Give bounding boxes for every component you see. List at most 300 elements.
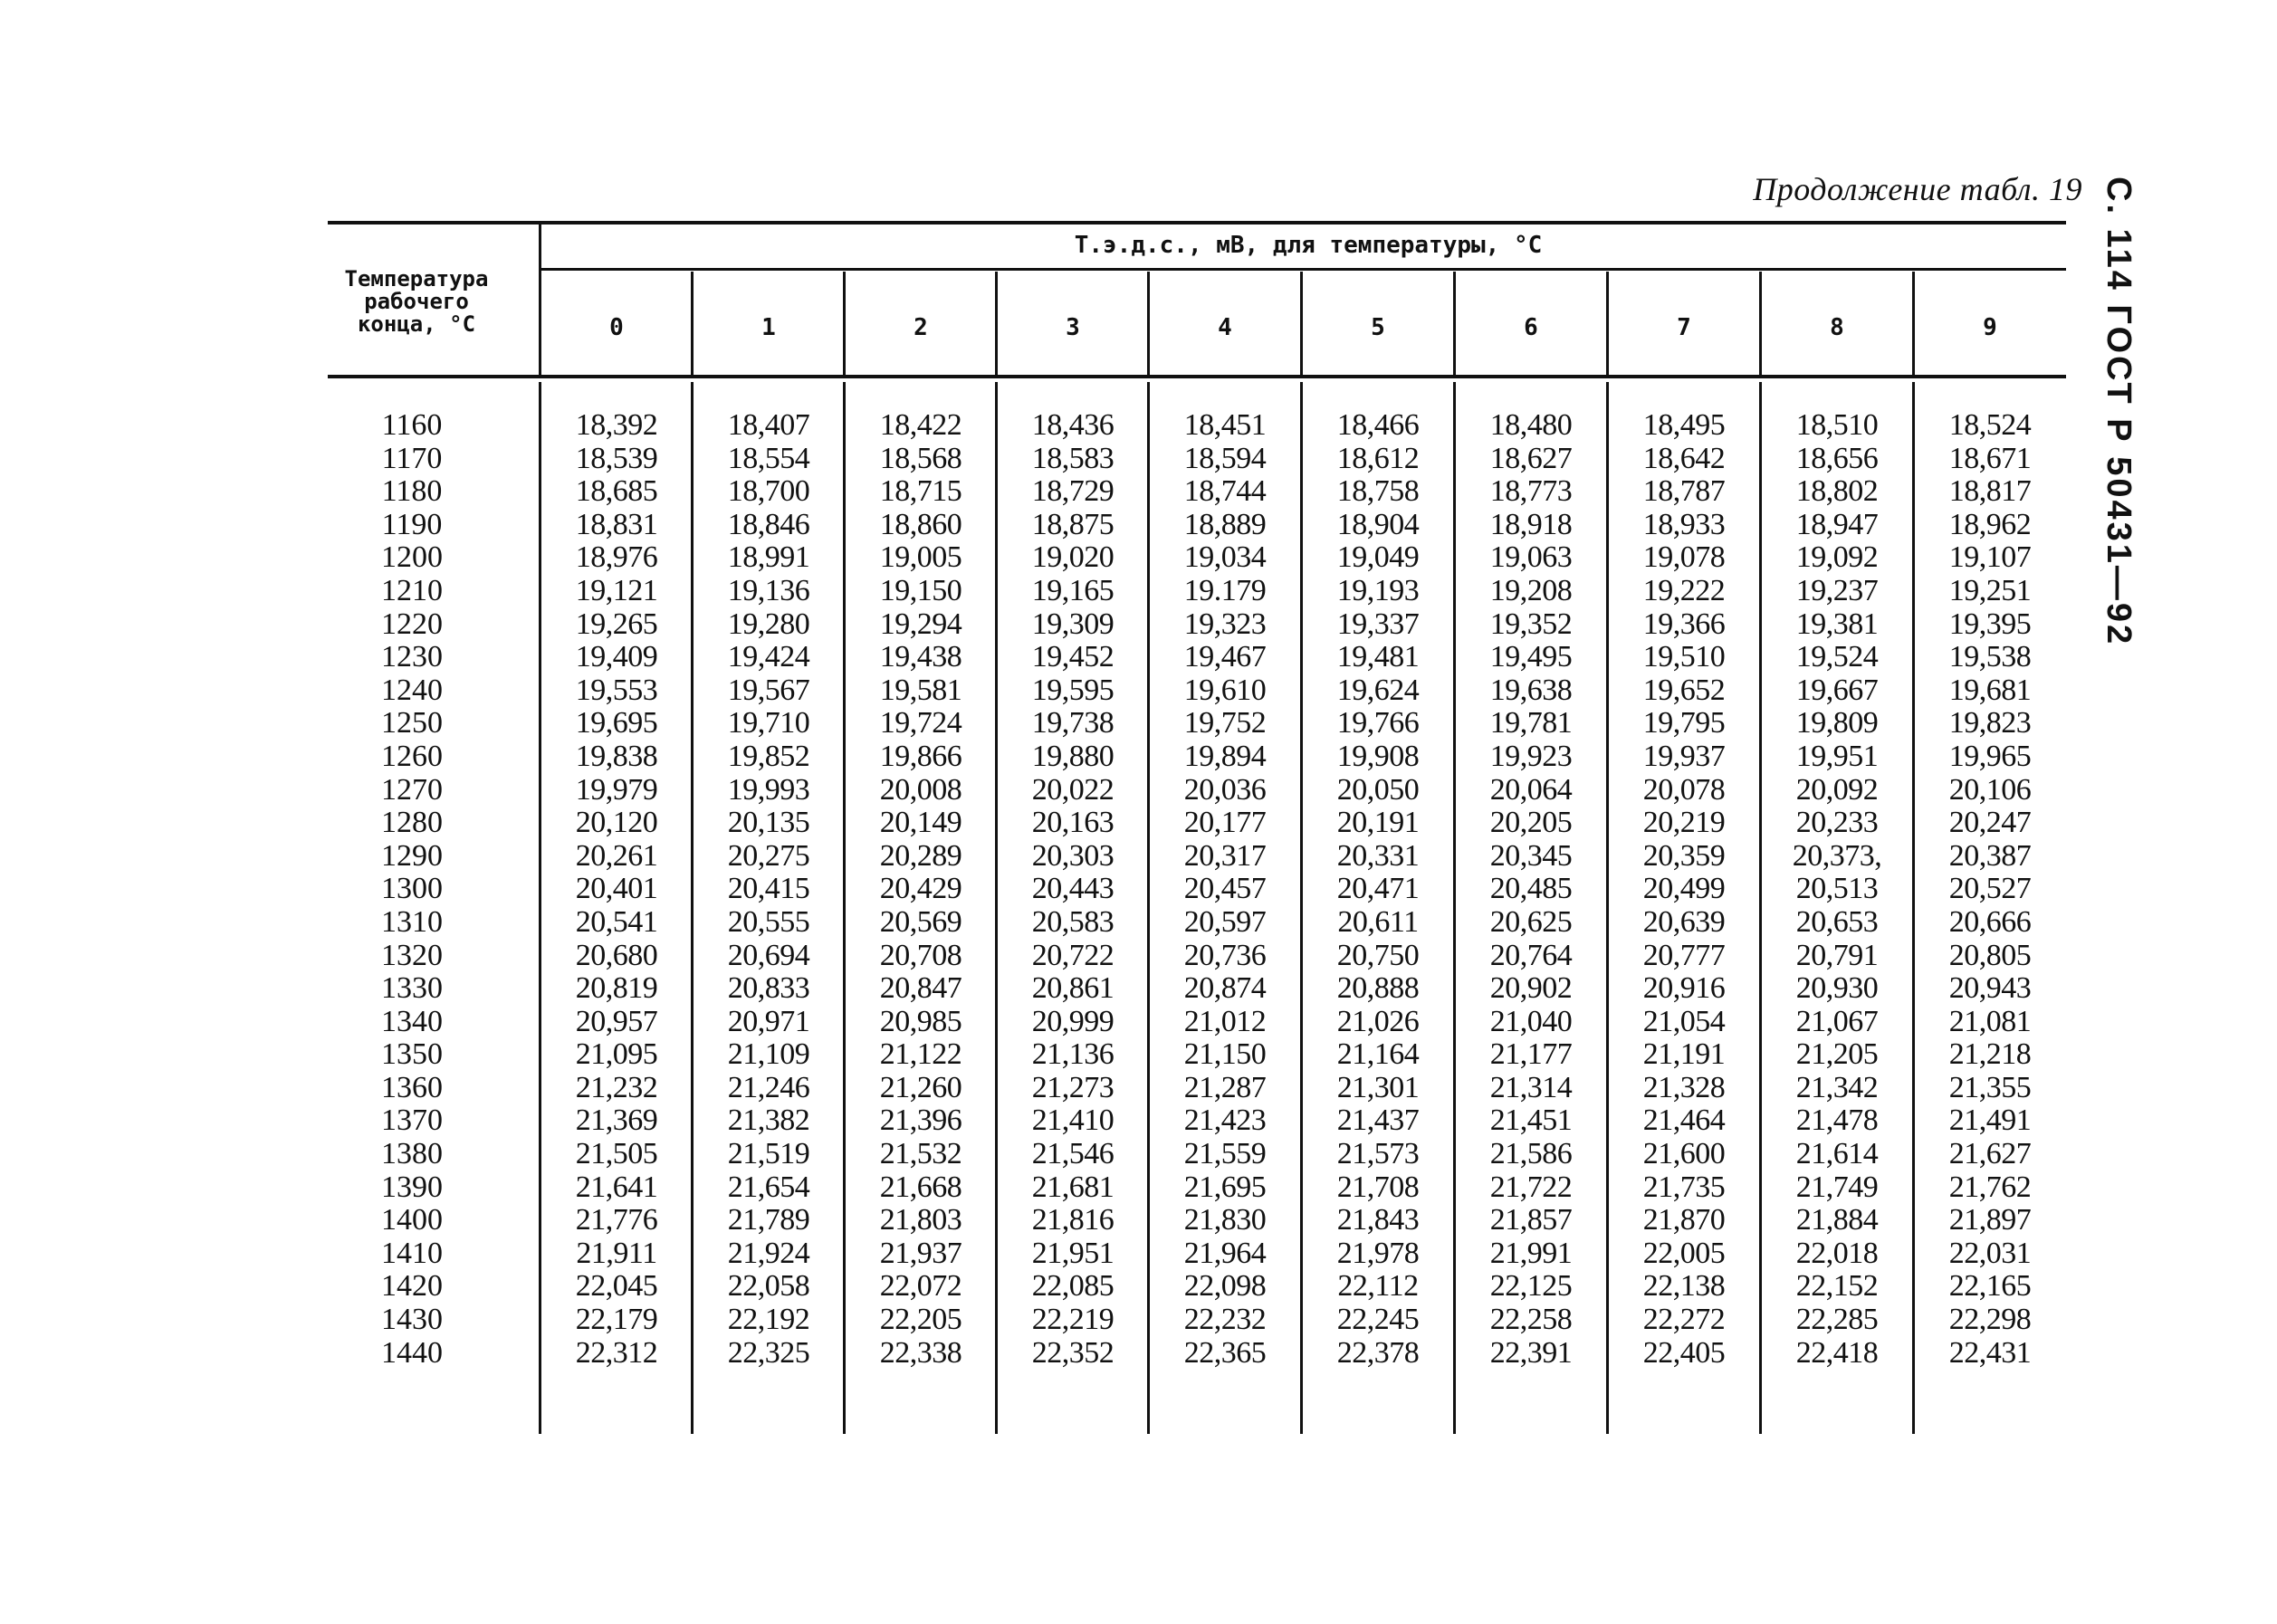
emf-cell: 21,177 (1489, 1037, 1573, 1072)
temperature-cell: 1360 (381, 1070, 443, 1104)
emf-cell: 20,387 (1948, 838, 2032, 873)
emf-cell: 20,943 (1948, 971, 2032, 1006)
emf-cell: 19,624 (1336, 673, 1420, 707)
emf-column-8 (1761, 409, 1913, 1370)
emf-cell: 18,729 (1031, 474, 1115, 509)
emf-cell: 18,744 (1183, 474, 1267, 509)
emf-cell: 19,063 (1489, 540, 1573, 575)
emf-cell: 20,092 (1795, 772, 1879, 807)
emf-cell: 19,979 (575, 772, 658, 807)
emf-cell: 21,951 (1031, 1236, 1115, 1270)
emf-cell: 21,911 (576, 1236, 657, 1270)
emf-cell: 20,078 (1642, 772, 1726, 807)
emf-cell: 22,298 (1948, 1303, 2032, 1337)
emf-cell: 21,478 (1795, 1103, 1879, 1138)
emf-cell: 21,884 (1795, 1203, 1879, 1237)
emf-cell: 18,947 (1795, 507, 1879, 541)
emf-cell: 21,559 (1183, 1137, 1267, 1171)
emf-cell: 20,247 (1948, 806, 2032, 840)
emf-cell: 19,766 (1336, 706, 1420, 740)
emf-cell: 19,424 (727, 640, 810, 674)
emf-cell: 20,163 (1031, 806, 1115, 840)
emf-cell: 18,715 (879, 474, 962, 509)
emf-cell: 19,438 (879, 640, 962, 674)
emf-cell: 21,464 (1642, 1103, 1726, 1138)
emf-cell: 19,381 (1795, 607, 1879, 641)
emf-cell: 21,600 (1642, 1137, 1726, 1171)
emf-cell: 20,861 (1031, 971, 1115, 1006)
emf-cell: 21,382 (727, 1103, 810, 1138)
emf-cell: 19,710 (727, 706, 810, 740)
emf-cell: 19,280 (727, 607, 810, 641)
column-header: 2 (914, 314, 928, 341)
emf-cell: 22,272 (1642, 1303, 1726, 1337)
emf-cell: 18,510 (1795, 408, 1879, 442)
emf-cell: 19,809 (1795, 706, 1879, 740)
emf-cell: 20,708 (879, 938, 962, 972)
emf-cell: 22,152 (1795, 1269, 1879, 1304)
emf-cell: 20,106 (1948, 772, 2032, 807)
emf-cell: 22,219 (1031, 1303, 1115, 1337)
emf-cell: 21,964 (1183, 1236, 1267, 1270)
emf-cell: 20,625 (1489, 904, 1573, 939)
emf-cell: 20,177 (1183, 806, 1267, 840)
row-header-label (321, 268, 512, 336)
emf-cell: 21,641 (575, 1170, 658, 1204)
temperature-cell: 1330 (381, 971, 443, 1006)
temperature-cell: 1350 (381, 1037, 443, 1072)
emf-cell: 18,860 (879, 507, 962, 541)
emf-cell: 18,831 (575, 507, 658, 541)
emf-cell: 19,078 (1642, 540, 1726, 575)
emf-cell: 19,965 (1948, 739, 2032, 773)
emf-cell: 22,418 (1795, 1335, 1879, 1370)
emf-cell: 21,803 (879, 1203, 962, 1237)
emf-cell: 19,795 (1642, 706, 1726, 740)
emf-cell: 20,750 (1336, 938, 1420, 972)
temperature-cell: 1250 (381, 706, 443, 740)
emf-cell: 18,787 (1642, 474, 1726, 509)
emf-cell: 18,466 (1336, 408, 1420, 442)
emf-cell: 20,331 (1336, 838, 1420, 873)
emf-column-3 (997, 409, 1149, 1370)
emf-cell: 19,208 (1489, 573, 1573, 607)
emf-cell: 19,510 (1642, 640, 1726, 674)
emf-cell: 19,409 (575, 640, 658, 674)
emf-cell: 19,866 (879, 739, 962, 773)
header-bottom-rule (328, 375, 2066, 378)
emf-cell: 21,627 (1948, 1137, 2032, 1171)
page-side-header: С. 114 ГОСТ Р 50431—92 (2100, 177, 2138, 647)
emf-cell: 21,532 (879, 1137, 962, 1171)
emf-cell: 20,401 (575, 872, 658, 906)
emf-cell: 21,749 (1795, 1170, 1879, 1204)
emf-cell: 19,894 (1183, 739, 1267, 773)
group-header: Т.э.д.с., мВ, для температуры, °С (1074, 232, 1543, 259)
emf-cell: 21,314 (1489, 1070, 1573, 1104)
emf-cell: 19,481 (1336, 640, 1420, 674)
emf-cell: 20,957 (575, 1004, 658, 1038)
emf-cell: 18,933 (1642, 507, 1726, 541)
emf-cell: 20,694 (727, 938, 810, 972)
emf-cell: 21,095 (575, 1037, 658, 1072)
emf-cell: 21,789 (727, 1203, 810, 1237)
emf-cell: 19,136 (727, 573, 810, 607)
emf-cell: 18,422 (879, 408, 962, 442)
emf-cell: 20,064 (1489, 772, 1573, 807)
emf-cell: 20,902 (1489, 971, 1573, 1006)
emf-cell: 20,791 (1795, 938, 1879, 972)
emf-cell: 20,777 (1642, 938, 1726, 972)
emf-cell: 21,735 (1642, 1170, 1726, 1204)
emf-cell: 19,193 (1336, 573, 1420, 607)
emf-cell: 18,889 (1183, 507, 1267, 541)
column-header: 0 (609, 314, 624, 341)
emf-cell: 18,904 (1336, 507, 1420, 541)
emf-cell: 19,724 (879, 706, 962, 740)
emf-cell: 19,309 (1031, 607, 1115, 641)
emf-cell: 19,165 (1031, 573, 1115, 607)
emf-cell: 18,407 (727, 408, 810, 442)
emf-cell: 19,107 (1948, 540, 2032, 575)
table-continuation-label: Продолжение табл. 19 (1753, 171, 2082, 207)
emf-cell: 20,261 (575, 838, 658, 873)
emf-cell: 20,135 (727, 806, 810, 840)
emf-cell: 18,451 (1183, 408, 1267, 442)
temperature-cell: 1210 (381, 573, 443, 607)
emf-cell: 22,031 (1948, 1236, 2032, 1270)
emf-cell: 22,018 (1795, 1236, 1879, 1270)
emf-cell: 21,437 (1336, 1103, 1420, 1138)
temperature-cell: 1440 (381, 1335, 443, 1370)
emf-cell: 21,614 (1795, 1137, 1879, 1171)
emf-cell: 19,265 (575, 607, 658, 641)
emf-cell: 19,121 (575, 573, 658, 607)
emf-cell: 22,085 (1031, 1269, 1115, 1304)
temperature-cell: 1320 (381, 938, 443, 972)
emf-cell: 20,583 (1031, 904, 1115, 939)
temperature-cell: 1270 (381, 772, 443, 807)
temperature-cell: 1300 (381, 872, 443, 906)
emf-cell: 22,365 (1183, 1335, 1267, 1370)
temperature-cell: 1310 (381, 904, 443, 939)
emf-cell: 21,026 (1336, 1004, 1420, 1038)
emf-cell: 21,369 (575, 1103, 658, 1138)
emf-cell: 19,908 (1336, 739, 1420, 773)
emf-cell: 22,165 (1948, 1269, 2032, 1304)
emf-cell: 19,880 (1031, 739, 1115, 773)
emf-cell: 21,067 (1795, 1004, 1879, 1038)
emf-cell: 20,233 (1795, 806, 1879, 840)
emf-cell: 18,758 (1336, 474, 1420, 509)
temperature-cell: 1160 (381, 408, 443, 442)
emf-cell: 19,951 (1795, 739, 1879, 773)
emf-cell: 22,405 (1642, 1335, 1726, 1370)
emf-column-9 (1914, 409, 2066, 1370)
emf-cell: 20,874 (1183, 971, 1267, 1006)
emf-cell: 22,112 (1337, 1269, 1419, 1304)
emf-cell: 20,471 (1336, 872, 1420, 906)
emf-cell: 20,008 (879, 772, 962, 807)
emf-cell: 21,586 (1489, 1137, 1573, 1171)
emf-column-1 (693, 409, 845, 1370)
emf-cell: 22,312 (575, 1335, 658, 1370)
emf-cell: 22,325 (727, 1335, 810, 1370)
emf-cell: 22,192 (727, 1303, 810, 1337)
temperature-cell: 1230 (381, 640, 443, 674)
emf-cell: 20,429 (879, 872, 962, 906)
emf-cell: 18,539 (575, 441, 658, 475)
temperature-cell: 1290 (381, 838, 443, 873)
emf-cell: 21,668 (879, 1170, 962, 1204)
emf-cell: 21,218 (1948, 1037, 2032, 1072)
emf-cell: 22,072 (879, 1269, 962, 1304)
emf-cell: 19,781 (1489, 706, 1573, 740)
emf-column-6 (1455, 409, 1607, 1370)
temperature-cell: 1220 (381, 607, 443, 641)
group-header-rule (541, 268, 2066, 271)
emf-cell: 22,431 (1948, 1335, 2032, 1370)
emf-cell: 20,833 (727, 971, 810, 1006)
temperature-cell: 1190 (381, 507, 443, 541)
emf-cell: 21,246 (727, 1070, 810, 1104)
emf-cell: 20,036 (1183, 772, 1267, 807)
temperature-cell: 1410 (381, 1236, 443, 1270)
emf-cell: 19,337 (1336, 607, 1420, 641)
emf-cell: 18,685 (575, 474, 658, 509)
emf-cell: 18,846 (727, 507, 810, 541)
emf-cell: 19,923 (1489, 739, 1573, 773)
emf-cell: 18,875 (1031, 507, 1115, 541)
column-header: 7 (1677, 314, 1691, 341)
emf-cell: 18,656 (1795, 441, 1879, 475)
column-header: 4 (1218, 314, 1232, 341)
emf-cell: 21,150 (1183, 1037, 1267, 1072)
emf-cell: 18,642 (1642, 441, 1726, 475)
emf-cell: 21,164 (1336, 1037, 1420, 1072)
emf-cell: 21,191 (1642, 1037, 1726, 1072)
emf-cell: 20,847 (879, 971, 962, 1006)
emf-cell: 21,843 (1336, 1203, 1420, 1237)
emf-cell: 20,541 (575, 904, 658, 939)
emf-cell: 21,273 (1031, 1070, 1115, 1104)
emf-cell: 22,125 (1489, 1269, 1573, 1304)
emf-cell: 19,294 (879, 607, 962, 641)
emf-cell: 19,738 (1031, 706, 1115, 740)
column-header: 9 (1983, 314, 1997, 341)
emf-cell: 20,345 (1489, 838, 1573, 873)
emf-cell: 22,138 (1642, 1269, 1726, 1304)
emf-cell: 19,323 (1183, 607, 1267, 641)
emf-cell: 18,918 (1489, 507, 1573, 541)
emf-cell: 22,285 (1795, 1303, 1879, 1337)
emf-cell: 20,022 (1031, 772, 1115, 807)
emf-cell: 20,985 (879, 1004, 962, 1038)
column-header: 8 (1830, 314, 1844, 341)
temperature-cell: 1340 (381, 1004, 443, 1038)
temperature-cell: 1400 (381, 1203, 443, 1237)
emf-cell: 19,237 (1795, 573, 1879, 607)
emf-cell: 19,005 (879, 540, 962, 575)
emf-column-7 (1608, 409, 1760, 1370)
emf-cell: 20,819 (575, 971, 658, 1006)
column-header: 3 (1066, 314, 1080, 341)
emf-cell: 20,666 (1948, 904, 2032, 939)
emf-cell: 21,830 (1183, 1203, 1267, 1237)
emf-cell: 19,652 (1642, 673, 1726, 707)
emf-cell: 21,423 (1183, 1103, 1267, 1138)
temperature-cell: 1380 (381, 1137, 443, 1171)
column-header: 6 (1524, 314, 1538, 341)
emf-cell: 22,391 (1489, 1335, 1573, 1370)
emf-cell: 20,050 (1336, 772, 1420, 807)
emf-cell: 21,491 (1948, 1103, 2032, 1138)
emf-cell: 22,098 (1183, 1269, 1267, 1304)
emf-cell: 21,355 (1948, 1070, 2032, 1104)
emf-cell: 19,993 (727, 772, 810, 807)
emf-cell: 21,519 (727, 1137, 810, 1171)
emf-cell: 20,373, (1792, 838, 1882, 873)
emf-cell: 21,937 (879, 1236, 962, 1270)
emf-cell: 19,581 (879, 673, 962, 707)
emf-cell: 20,611 (1337, 904, 1419, 939)
emf-cell: 20,443 (1031, 872, 1115, 906)
emf-cell: 19,681 (1948, 673, 2032, 707)
emf-cell: 21,109 (727, 1037, 810, 1072)
emf-column-5 (1302, 409, 1454, 1370)
emf-cell: 20,569 (879, 904, 962, 939)
emf-cell: 20,736 (1183, 938, 1267, 972)
temperature-cell: 1260 (381, 739, 443, 773)
emf-cell: 20,971 (727, 1004, 810, 1038)
emf-cell: 19,610 (1183, 673, 1267, 707)
emf-cell: 19,567 (727, 673, 810, 707)
temperature-cell: 1370 (381, 1103, 443, 1138)
emf-cell: 20,653 (1795, 904, 1879, 939)
emf-column-0 (541, 409, 693, 1370)
emf-cell: 18,594 (1183, 441, 1267, 475)
emf-cell: 20,916 (1642, 971, 1726, 1006)
emf-cell: 21,040 (1489, 1004, 1573, 1038)
emf-cell: 20,149 (879, 806, 962, 840)
emf-cell: 20,205 (1489, 806, 1573, 840)
emf-cell: 20,639 (1642, 904, 1726, 939)
emf-cell: 21,857 (1489, 1203, 1573, 1237)
emf-cell: 18,991 (727, 540, 810, 575)
emf-cell: 20,764 (1489, 938, 1573, 972)
emf-cell: 20,359 (1642, 838, 1726, 873)
emf-column-2 (845, 409, 997, 1370)
emf-cell: 21,897 (1948, 1203, 2032, 1237)
emf-cell: 20,457 (1183, 872, 1267, 906)
emf-cell: 21,924 (727, 1236, 810, 1270)
emf-cell: 19,150 (879, 573, 962, 607)
emf-cell: 21,816 (1031, 1203, 1115, 1237)
emf-cell: 19,695 (575, 706, 658, 740)
emf-cell: 22,258 (1489, 1303, 1573, 1337)
emf-cell: 18,568 (879, 441, 962, 475)
temperature-column (362, 409, 462, 1370)
emf-cell: 20,597 (1183, 904, 1267, 939)
emf-cell: 21,328 (1642, 1070, 1726, 1104)
emf-cell: 19,092 (1795, 540, 1879, 575)
emf-cell: 22,045 (575, 1269, 658, 1304)
emf-cell: 21,205 (1795, 1037, 1879, 1072)
emf-cell: 20,722 (1031, 938, 1115, 972)
temperature-cell: 1280 (381, 806, 443, 840)
table-top-rule (328, 221, 2066, 224)
emf-cell: 19,823 (1948, 706, 2032, 740)
emf-cell: 22,205 (879, 1303, 962, 1337)
emf-cell: 21,396 (879, 1103, 962, 1138)
emf-cell: 21,012 (1183, 1004, 1267, 1038)
emf-cell: 18,700 (727, 474, 810, 509)
emf-cell: 20,219 (1642, 806, 1726, 840)
temperature-cell: 1240 (381, 673, 443, 707)
temperature-cell: 1390 (381, 1170, 443, 1204)
emf-cell: 20,888 (1336, 971, 1420, 1006)
emf-cell: 19,838 (575, 739, 658, 773)
emf-cell: 21,708 (1336, 1170, 1420, 1204)
emf-cell: 22,338 (879, 1335, 962, 1370)
emf-cell: 18,627 (1489, 441, 1573, 475)
emf-cell: 18,554 (727, 441, 810, 475)
emf-cell: 21,776 (575, 1203, 658, 1237)
emf-cell: 18,495 (1642, 408, 1726, 442)
emf-cell: 19,467 (1183, 640, 1267, 674)
emf-cell: 19,667 (1795, 673, 1879, 707)
emf-cell: 18,436 (1031, 408, 1115, 442)
emf-cell: 21,136 (1031, 1037, 1115, 1072)
emf-cell: 21,260 (879, 1070, 962, 1104)
emf-cell: 19,049 (1336, 540, 1420, 575)
emf-cell: 22,179 (575, 1303, 658, 1337)
emf-cell: 21,054 (1642, 1004, 1726, 1038)
emf-cell: 18,817 (1948, 474, 2032, 509)
emf-cell: 20,303 (1031, 838, 1115, 873)
emf-cell: 19,020 (1031, 540, 1115, 575)
emf-cell: 21,870 (1642, 1203, 1726, 1237)
emf-cell: 18,962 (1948, 507, 2032, 541)
emf-cell: 21,546 (1031, 1137, 1115, 1171)
emf-cell: 21,410 (1031, 1103, 1115, 1138)
temperature-cell: 1170 (381, 441, 443, 475)
emf-cell: 20,317 (1183, 838, 1267, 873)
emf-cell: 20,805 (1948, 938, 2032, 972)
emf-cell: 21,505 (575, 1137, 658, 1171)
emf-cell: 19,524 (1795, 640, 1879, 674)
emf-cell: 19,553 (575, 673, 658, 707)
emf-cell: 20,485 (1489, 872, 1573, 906)
emf-cell: 22,232 (1183, 1303, 1267, 1337)
emf-cell: 21,451 (1489, 1103, 1573, 1138)
emf-cell: 18,773 (1489, 474, 1573, 509)
emf-cell: 21,287 (1183, 1070, 1267, 1104)
row-header-line-1: Температура (344, 266, 489, 291)
emf-cell: 20,555 (727, 904, 810, 939)
emf-cell: 22,378 (1336, 1335, 1420, 1370)
emf-cell: 21,695 (1183, 1170, 1267, 1204)
emf-cell: 21,573 (1336, 1137, 1420, 1171)
emf-cell: 21,081 (1948, 1004, 2032, 1038)
emf-cell: 18,612 (1336, 441, 1420, 475)
emf-cell: 22,245 (1336, 1303, 1420, 1337)
emf-cell: 18,583 (1031, 441, 1115, 475)
emf-cell: 22,058 (727, 1269, 810, 1304)
emf-cell: 21,991 (1489, 1236, 1573, 1270)
emf-cell: 21,122 (879, 1037, 962, 1072)
emf-cell: 19,034 (1183, 540, 1267, 575)
